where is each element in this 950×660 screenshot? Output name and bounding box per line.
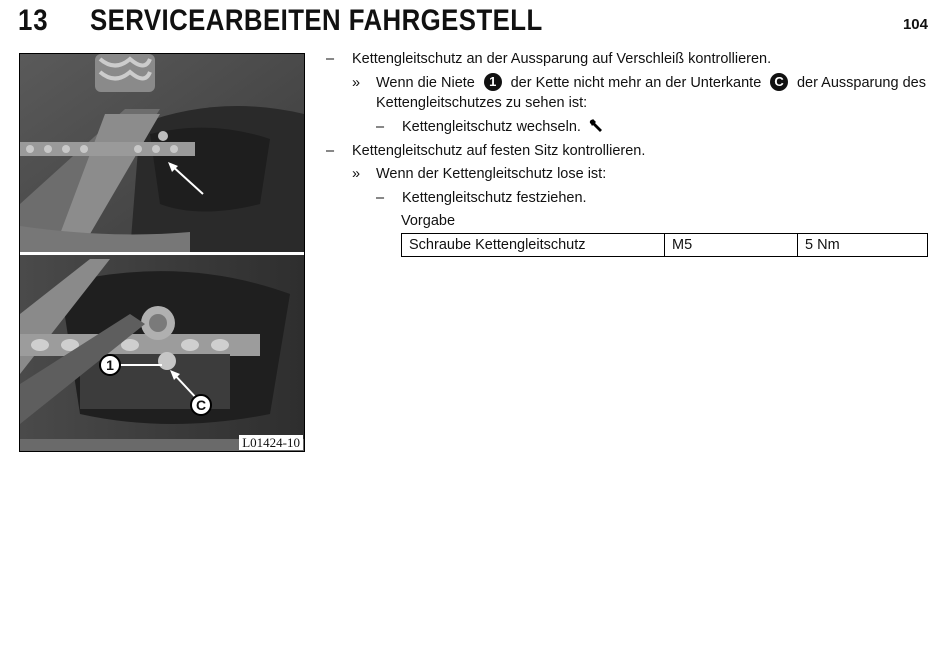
table-row (402, 234, 928, 257)
figure-callout-1: 1 (99, 354, 121, 376)
wrench-icon (589, 119, 604, 133)
spec-label: Vorgabe (401, 213, 456, 229)
callout-1-badge: 1 (484, 73, 502, 91)
spec-table (401, 233, 928, 257)
figure-callout-c: C (190, 394, 212, 416)
callout-c-badge: C (770, 73, 788, 91)
spec-item: Schraube Kettengleitschutz (402, 234, 665, 257)
spec-torque: 5 Nm (798, 234, 928, 257)
spec-thread: M5 (665, 234, 798, 257)
chain-guard-figure (19, 53, 305, 452)
chapter-number: 13 (18, 4, 49, 37)
page-number: 104 (902, 16, 928, 33)
chain-guard-photo (20, 54, 304, 451)
chapter-title: SERVICEARBEITEN FAHRGESTELL (90, 4, 543, 37)
condition-1-continued: Kettengleitschutzes zu sehen ist: (376, 95, 588, 111)
figure-code: L01424-10 (239, 435, 303, 450)
